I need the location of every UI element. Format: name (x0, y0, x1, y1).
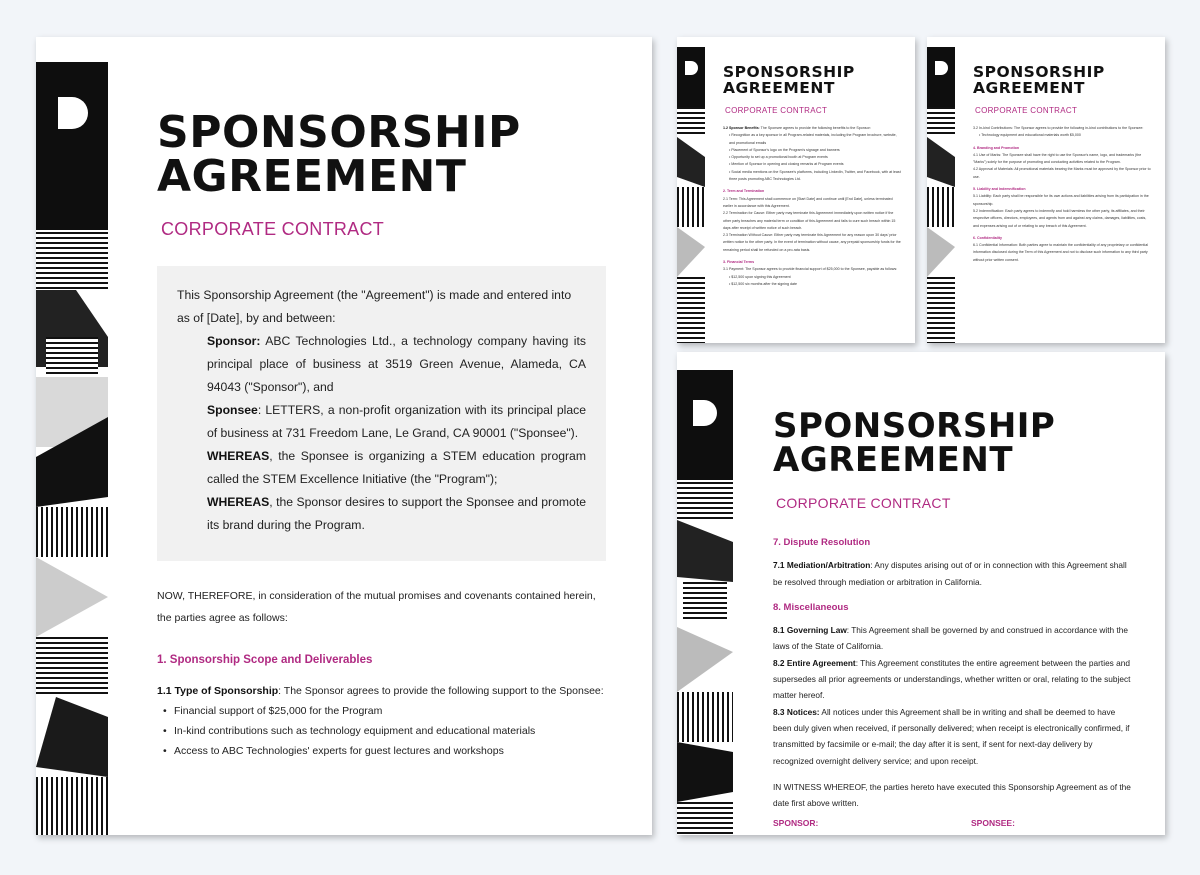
witness-text: IN WITNESS WHEREOF, the parties hereto have executed this Sponsorship Agreement as of the date first above written. (773, 781, 1131, 809)
document-page-thumbnail-2 (677, 37, 915, 343)
clause-1-1: 1.1 Type of Sponsorship: The Sponsor agrees to provide the following support to the Sponsee: • Financial support of $25,000 for the Program • In-kind contributions such as technology equipment and educational materials • Access to ABC Technologies' experts for guest lectures and workshops (157, 681, 617, 761)
list-item: • Placement of Sponsor's logo on the Program's signage and banners (729, 147, 840, 152)
page-body: 3.2 In-kind Contributions: The Sponsor agrees to provide the following in-kind contributions to the Sponsee: • Technology equipment and educational materials worth $5,000 4. Branding and Promotion 4.1 Use of Marks: The Sponsee shall have the right to use the Sponsor's name, logo, and trademarks (the "Marks") solely for the purpose of promoting and conducting activities related to the Program. 4.2 Approval of Materials: All promotional materials bearing the Marks must be approved by the Sponsor prior to use. 5. Liability and Indemnification 5.1 Liability: Each party shall be responsible for its own actions and liabilities arising from its participation in the sponsorship. 5.2 Indemnification: Each party agrees to indemnify and hold harmless the other party, its affiliates, and their respective officers, directors, employees, and agents from and against any claims, damages, liabilities, costs, and expenses arising out of or relating to any breach of this Agreement. 6. Confidentiality 6.1 Confidential Information: Both parties agree to maintain the confidentiality of any proprietary or confidential information disclosed during the Term of this Agreement and not to disclose such information to any third party without prior written consent. (973, 126, 1151, 262)
document-page-final (677, 352, 1165, 835)
page-subtitle: CORPORATE CONTRACT (776, 495, 951, 511)
section-heading-6: 6. Confidentiality (973, 235, 1002, 240)
sponsorship-bullets (157, 701, 617, 761)
list-item: • Mention of Sponsor in opening and closing remarks at Program events (729, 162, 844, 167)
clause-8-3: 8.3 Notices: All notices under this Agreement shall be in writing and shall be deemed to have been duly given when received, if personally delivered; when receipt is electronically confirmed, if transmitted by facsimile or e-mail; the day after it is sent, if sent for next-day delivery by recognized overnight delivery service; and upon receipt. (773, 706, 1130, 766)
sponsor-signature-label: SPONSOR: (773, 818, 819, 828)
decorative-art-strip (677, 352, 733, 835)
section-heading-4: 4. Branding and Promotion (973, 145, 1020, 150)
document-page-main (36, 37, 652, 835)
page-body (773, 535, 1131, 811)
list-item: • Opportunity to set up a promotional booth at Program events (729, 155, 828, 160)
clause-8-2: 8.2 Entire Agreement: This Agreement constitutes the entire agreement between the parties and supersedes all prior agreements or understandings, whether written or oral, relating to the subject matter hereof. (773, 657, 1131, 701)
decorative-art-strip (36, 37, 108, 835)
page-subtitle: CORPORATE CONTRACT (161, 219, 385, 239)
intro-text: This Sponsorship Agreement (the "Agreement") is made and entered into as of [Date], by and between: (177, 288, 572, 325)
intro-box (157, 266, 606, 561)
sponsor-party: Sponsor: ABC Technologies Ltd., a technology company having its principal place of business at 3519 Green Avenue, Alameda, CA 94043 ("Sponsor"), and (207, 334, 586, 394)
sponsee-signature-label: SPONSEE: (971, 818, 1015, 828)
list-item: • Financial support of $25,000 for the Program (157, 701, 617, 721)
list-item: • Access to ABC Technologies' experts for guest lectures and workshops (157, 741, 617, 761)
decorative-art-strip (677, 37, 705, 343)
list-item: • Social media mentions on the Sponsee's platforms, including LinkedIn, Twitter, and Facebook, with at least three posts promoting ABC Technologies Ltd. (729, 169, 901, 182)
section-heading-3: 3. Financial Terms (723, 260, 755, 265)
page-title: SPONSORSHIP AGREEMENT (157, 107, 521, 202)
list-item: • $12,500 six months after the signing date (729, 281, 797, 286)
page-title: SPONSORSHIP AGREEMENT (773, 406, 1056, 480)
page-subtitle: CORPORATE CONTRACT (975, 106, 1078, 115)
now-therefore-text: NOW, THEREFORE, in consideration of the mutual promises and covenants contained herein, the parties agree as follows: (157, 590, 596, 624)
clause-7-1: 7.1 Mediation/Arbitration: Any disputes arising out of or in connection with this Agreement shall be resolved through mediation or arbitration in California. (773, 560, 1127, 587)
clause-8-1: 8.1 Governing Law: This Agreement shall be governed by and construed in accordance with the laws of the State of California. (773, 625, 1128, 652)
whereas-1: WHEREAS, the Sponsee is organizing a STEM education program called the STEM Excellence Initiative (the "Program"); (207, 449, 586, 486)
document-page-thumbnail-3 (927, 37, 1165, 343)
list-item: • $12,500 upon signing this Agreement (729, 274, 791, 279)
page-subtitle: CORPORATE CONTRACT (725, 106, 828, 115)
decorative-art-strip (927, 37, 955, 343)
list-item: • Recognition as a key sponsor in all Program-related materials, including the Program brochure, website, and promotional emails (729, 133, 897, 145)
sponsee-party: Sponsee: LETTERS, a non-profit organization with its principal place of business at 731 Freedom Lane, Le Grand, CA 90001 ("Sponsee"). (207, 403, 586, 440)
section-heading-2: 2. Term and Termination (723, 189, 765, 194)
whereas-2: WHEREAS, the Sponsor desires to support the Sponsee and promote its brand during the Program. (207, 495, 586, 532)
section-heading-8: 8. Miscellaneous (773, 601, 849, 613)
page-body: 1.2 Sponsor Benefits: The Sponsee agrees to provide the following benefits to the Sponsor: • Recognition as a key sponsor in all Program-related materials, including the Program brochure, website, and promotional emails • Placement of Sponsor's logo on the Program's signage and banners • Opportunity to set up a promotional booth at Program events • Mention of Sponsor in opening and closing remarks at Program events • Social media mentions on the Sponsee's platforms, including LinkedIn, Twitter, and Facebook, with at least three posts promoting ABC Technologies Ltd. 2. Term and Termination 2.1 Term: This Agreement shall commence on [Start Date] and continue until [End Date], unless terminated earlier in accordance with this Agreement. 2.2 Termination for Cause: Either party may terminate this Agreement immediately upon written notice if the other party breaches any material term or condition of this Agreement and fails to cure such breach within 15 days after receipt of written notice of such breach. 2.3 Termination Without Cause: Either party may terminate this Agreement for any reason upon 30 days' prior written notice to the other party. In the event of termination without cause, any prepaid sponsorship funds for the remaining period shall be refunded on a pro-rata basis. 3. Financial Terms 3.1 Payment: The Sponsor agrees to provide financial support of $25,000 to the Sponsee, payable as follows: • $12,500 upon signing this Agreement • $12,500 six months after the signing date (723, 125, 901, 288)
page-title: SPONSORSHIP AGREEMENT (723, 63, 855, 97)
section-heading-1: 1. Sponsorship Scope and Deliverables (157, 654, 373, 666)
section-heading-7: 7. Dispute Resolution (773, 537, 871, 548)
list-item: • In-kind contributions such as technology equipment and educational materials (157, 721, 617, 741)
page-title: SPONSORSHIP AGREEMENT (973, 63, 1105, 97)
parties-block (177, 330, 586, 537)
list-item: • Technology equipment and educational materials worth $5,000 (979, 133, 1081, 138)
section-heading-5: 5. Liability and Indemnification (973, 187, 1026, 192)
